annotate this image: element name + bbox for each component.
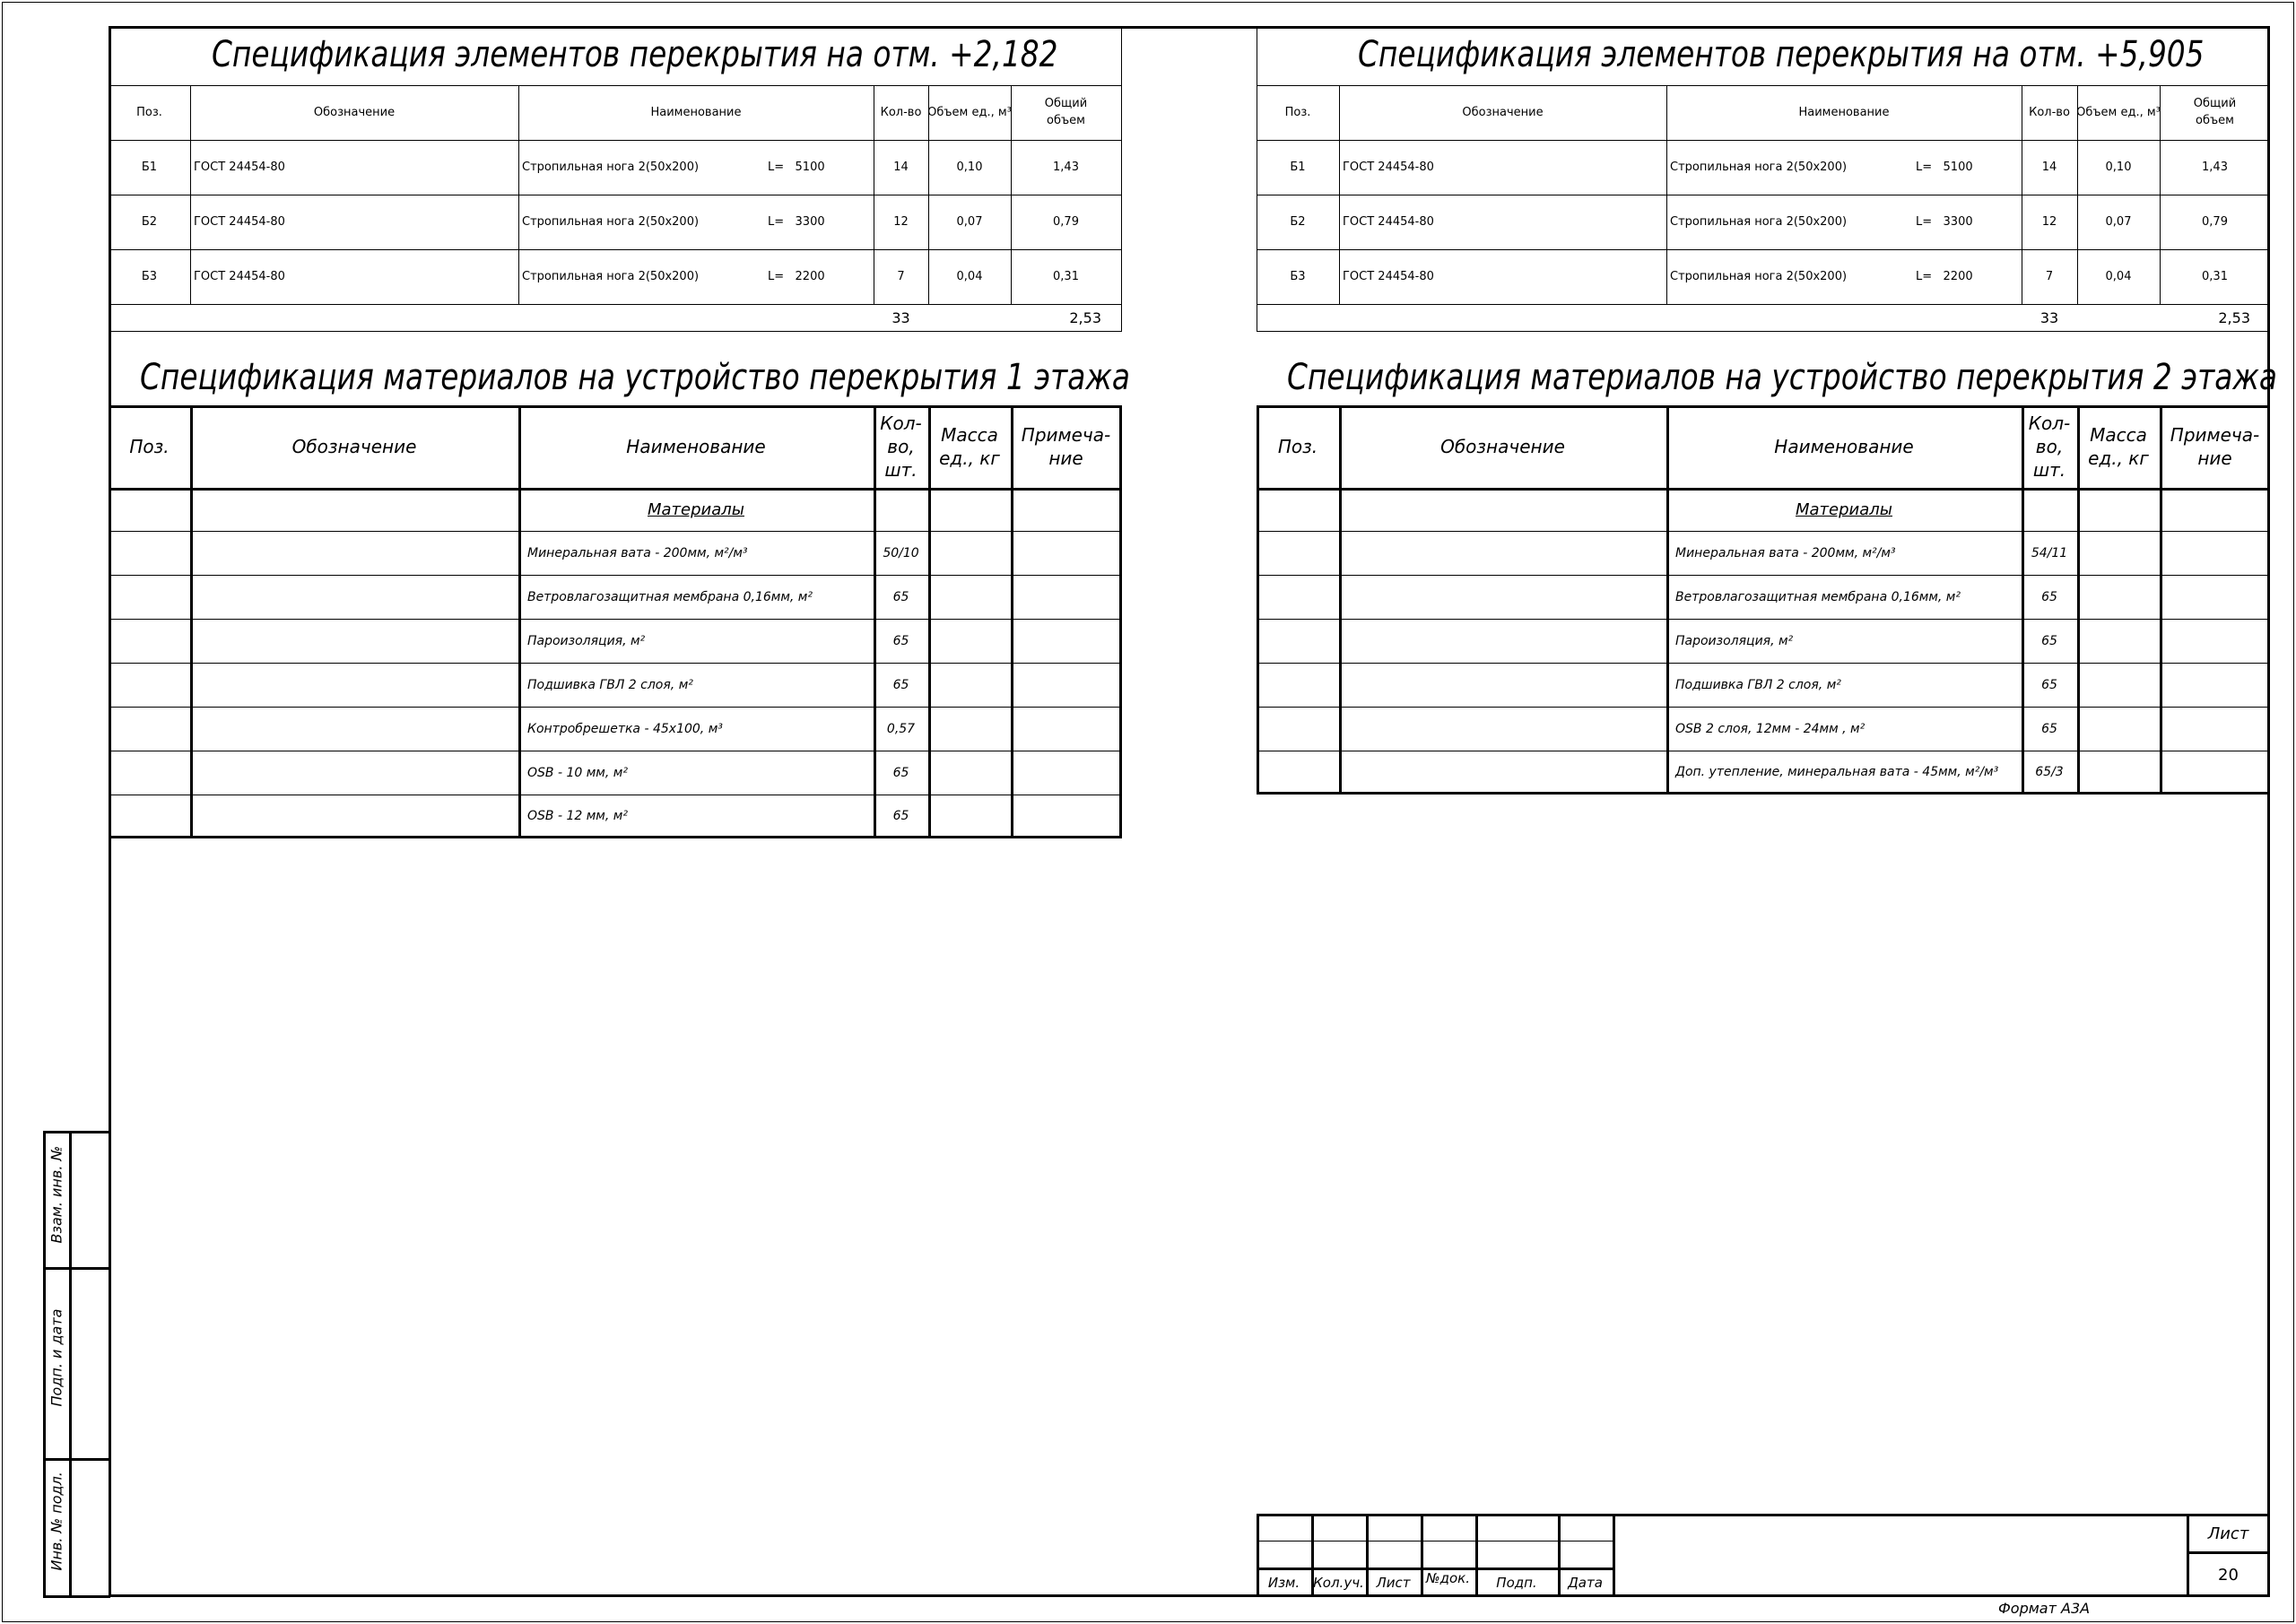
row-vol-total: 0,31 [1053,270,1079,283]
total-vol: 2,53 [2218,308,2250,326]
row-length: L= 3300 [1916,215,1973,229]
row-vol-unit: 0,04 [956,270,983,283]
mat-header-name: Наименование [626,436,766,457]
row-length: L= 5100 [768,161,825,174]
row-vol-unit: 0,04 [2105,270,2132,283]
side-stamp-inv: Инв. № подл. [48,1472,65,1571]
row-pos: Б2 [141,215,158,229]
row-qty: 14 [893,161,909,174]
total-vol: 2,53 [1069,308,1101,326]
mat-row-name: Контробрешетка - 45х100, м³ [527,721,723,736]
row-vol-total: 1,43 [1053,161,1079,174]
row-vol-unit: 0,10 [956,161,983,174]
row-pos: Б2 [1290,215,1306,229]
row-pos: Б1 [141,161,158,174]
row-vol-total: 0,79 [2202,215,2228,229]
row-pos: Б3 [1290,270,1306,283]
row-qty: 7 [897,270,905,283]
row-length: L= 5100 [1916,161,1973,174]
header-vol-total: Общий объем [1044,97,1088,127]
mat-header-mass: Масса ед., кг [2088,424,2149,469]
materials-spec-title-2: Спецификация материалов на устройство перекрытия 2 этажа [1287,357,2277,398]
header-name: Наименование [650,106,742,119]
row-vol-unit: 0,07 [956,215,983,229]
mat-row-qty: 65 [2041,633,2057,648]
header-designation: Обозначение [1462,106,1544,119]
format-label: Формат А3А [1998,1600,2091,1617]
tb-izm: Изм. [1267,1575,1300,1591]
mat-header-name: Наименование [1774,436,1914,457]
mat-row-qty: 65/3 [2035,765,2064,779]
mat-row-qty: 65 [892,633,909,648]
tb-sheet-number: 20 [2218,1565,2239,1585]
row-vol-unit: 0,10 [2105,161,2132,174]
row-length: L= 2200 [768,270,825,283]
row-name: Стропильная нога 2(50х200) [522,215,700,229]
header-vol-total: Общий объем [2193,97,2237,127]
row-designation: ГОСТ 24454-80 [194,270,285,283]
mat-row-qty: 65 [892,677,909,692]
mat-row-name: Ветровлагозащитная мембрана 0,16мм, м² [1675,589,1961,604]
mat-row-qty: 65 [892,765,909,780]
row-vol-total: 0,31 [2202,270,2228,283]
mat-row-name: Доп. утепление, минеральная вата - 45мм, м²/м³ [1675,765,1999,779]
row-designation: ГОСТ 24454-80 [1343,161,1434,174]
tb-sheet-label: Лист [2207,1524,2249,1543]
header-pos: Поз. [136,106,162,119]
mat-header-mass: Масса ед., кг [939,424,1000,469]
row-pos: Б1 [1290,161,1306,174]
mat-row-qty: 65 [2041,589,2057,604]
row-length: L= 3300 [768,215,825,229]
total-qty: 33 [891,308,910,326]
mat-section-label: Материалы [648,499,744,519]
mat-row-name: Минеральная вата - 200мм, м²/м³ [527,545,748,560]
row-qty: 12 [893,215,909,229]
header-pos: Поз. [1284,106,1311,119]
row-length: L= 2200 [1916,270,1973,283]
side-stamp-podp: Подп. и дата [48,1308,65,1407]
row-name: Стропильная нога 2(50х200) [522,161,700,174]
side-stamp-vzam: Взам. инв. № [48,1145,65,1244]
mat-row-name: OSB - 10 мм, м² [527,765,628,780]
mat-header-designation: Обозначение [291,436,417,457]
row-pos: Б3 [141,270,158,283]
header-name: Наименование [1798,106,1890,119]
row-vol-total: 0,79 [1053,215,1079,229]
mat-row-name: Минеральная вата - 200мм, м²/м³ [1675,545,1896,560]
row-qty: 12 [2041,215,2057,229]
row-qty: 14 [2041,161,2057,174]
materials-spec-title-1: Спецификация материалов на устройство перекрытия 1 этажа [140,357,1130,398]
row-designation: ГОСТ 24454-80 [194,161,285,174]
mat-header-note: Примеча-ние [2170,424,2260,469]
mat-row-qty: 65 [892,809,909,823]
row-vol-total: 1,43 [2202,161,2228,174]
header-qty: Кол-во [2029,106,2070,119]
mat-row-name: Ветровлагозащитная мембрана 0,16мм, м² [527,589,813,604]
mat-row-name: OSB - 12 мм, м² [527,809,628,823]
elements-spec-title-2: Спецификация элементов перекрытия на отм. +5,905 [1358,34,2205,75]
mat-row-qty: 65 [2041,721,2057,736]
row-designation: ГОСТ 24454-80 [194,215,285,229]
mat-row-qty: 0,57 [886,721,916,736]
mat-row-qty: 65 [2041,677,2057,692]
mat-row-qty: 54/11 [2031,545,2068,560]
row-designation: ГОСТ 24454-80 [1343,270,1434,283]
mat-row-name: Пароизоляция, м² [527,633,646,648]
mat-row-name: OSB 2 слоя, 12мм - 24мм , м² [1675,721,1866,736]
header-vol-unit: Объем ед., м³ [2076,106,2161,119]
mat-section-label: Материалы [1796,499,1892,519]
tb-n-dok: №док. [1426,1570,1470,1586]
tb-data: Дата [1568,1575,1603,1591]
row-name: Стропильная нога 2(50х200) [1670,215,1848,229]
header-designation: Обозначение [313,106,396,119]
header-qty: Кол-во [880,106,922,119]
mat-header-qty: Кол-во, шт. [2028,413,2071,481]
total-qty: 33 [2039,308,2059,326]
mat-header-note: Примеча-ние [1021,424,1111,469]
mat-header-pos: Поз. [1277,436,1318,457]
mat-row-name: Подшивка ГВЛ 2 слоя, м² [1675,677,1841,692]
mat-header-qty: Кол-во, шт. [880,413,922,481]
tb-kol-uch: Кол.уч. [1313,1575,1364,1591]
tb-podp: Подп. [1496,1575,1537,1591]
mat-row-name: Пароизоляция, м² [1675,633,1794,648]
mat-header-pos: Поз. [129,436,170,457]
mat-row-name: Подшивка ГВЛ 2 слоя, м² [527,677,693,692]
row-designation: ГОСТ 24454-80 [1343,215,1434,229]
row-qty: 7 [2045,270,2054,283]
row-vol-unit: 0,07 [2105,215,2132,229]
row-name: Стропильная нога 2(50х200) [1670,270,1848,283]
row-name: Стропильная нога 2(50х200) [1670,161,1848,174]
mat-row-qty: 50/10 [883,545,919,560]
elements-spec-title-1: Спецификация элементов перекрытия на отм. +2,182 [212,34,1058,75]
tb-list: Лист [1376,1575,1411,1591]
row-name: Стропильная нога 2(50х200) [522,270,700,283]
header-vol-unit: Объем ед., м³ [927,106,1012,119]
mat-header-designation: Обозначение [1440,436,1565,457]
mat-row-qty: 65 [892,589,909,604]
